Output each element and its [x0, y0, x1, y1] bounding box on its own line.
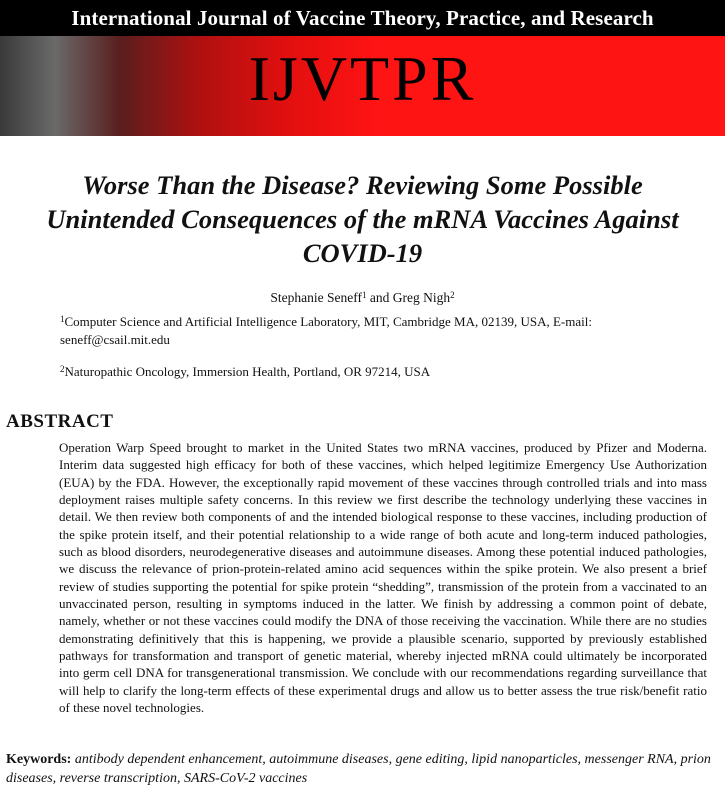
- affiliation: [60, 363, 705, 381]
- paper-title: Worse Than the Disease? Reviewing Some Possible Unintended Consequences of the mRNA Vaccines Against COVID-19: [46, 170, 679, 268]
- affiliation-text: Computer Science and Artificial Intelligence Laboratory, MIT, Cambridge MA, 02139, USA, E-mail: seneff@csail.mit.edu: [60, 314, 592, 347]
- affiliation-mark: 2: [450, 290, 455, 300]
- affiliation-mark: 1: [361, 290, 367, 300]
- affiliation-text: Naturopathic Oncology, Immersion Health, Portland, OR 97214, USA: [64, 364, 431, 379]
- author-joiner: and: [366, 290, 393, 305]
- affiliation: [60, 313, 705, 349]
- affiliation-mark: 1: [60, 314, 65, 324]
- author-name: Greg Nigh: [392, 290, 451, 305]
- abstract-heading: ABSTRACT: [6, 411, 114, 432]
- abstract-body: Operation Warp Speed brought to market in the United States two mRNA vaccines, produced by Pfizer and Moderna. Interim data suggested high efficacy for both of these vaccines, which helped legitimize Emergency Use Authorization (EUA) by the FDA. However, the exceptionally rapid movement of these vaccines through controlled trials and into mass deployment raises multiple safety concerns. In this review we first describe the technology underlying these vaccines in detail. We then review both components of and the intended biological response to these vaccines, including production of the spike protein itself, and their potential relationship to a wide range of both acute and long-term induced pathologies, such as blood disorders, neurodegenerative diseases and autoimmune diseases. Among these potential induced pathologies, we discuss the relevance of prion-protein-related amino acid sequences within the spike protein. We also present a brief review of studies supporting the potential for spike protein “shedding”, transmission of the protein from a vaccinated to an unvaccinated person, resulting in symptoms induced in the latter. We finish by addressing a common point of debate, namely, whether or not these vaccines could modify the DNA of those receiving the vaccination. While there are no studies demonstrating definitively that this is happening, we provide a plausible scenario, supported by previously established pathways for transformation and transport of genetic material, whereby injected mRNA could ultimately be incorporated into germ cell DNA for transgenerational transmission. We conclude with our recommendations regarding surveillance that will help to clarify the long-term effects of these experimental drugs and allow us to better assess the true risk/benefit ratio of these novel technologies.: [59, 440, 707, 716]
- author-name: Stephanie Seneff: [270, 290, 362, 305]
- journal-name-bar: [0, 0, 725, 36]
- affiliation-mark: 2: [60, 364, 65, 374]
- keywords-list: antibody dependent enhancement, autoimmune diseases, gene editing, lipid nanoparticles, messenger RNA, prion diseases, reverse transcription, SARS-CoV-2 vaccines: [6, 752, 711, 786]
- keywords: [6, 750, 716, 788]
- journal-name: International Journal of Vaccine Theory, Practice, and Research: [71, 6, 654, 30]
- journal-acronym: IJVTPR: [248, 43, 477, 114]
- author-line: [0, 289, 725, 307]
- keywords-label: Keywords:: [6, 752, 72, 767]
